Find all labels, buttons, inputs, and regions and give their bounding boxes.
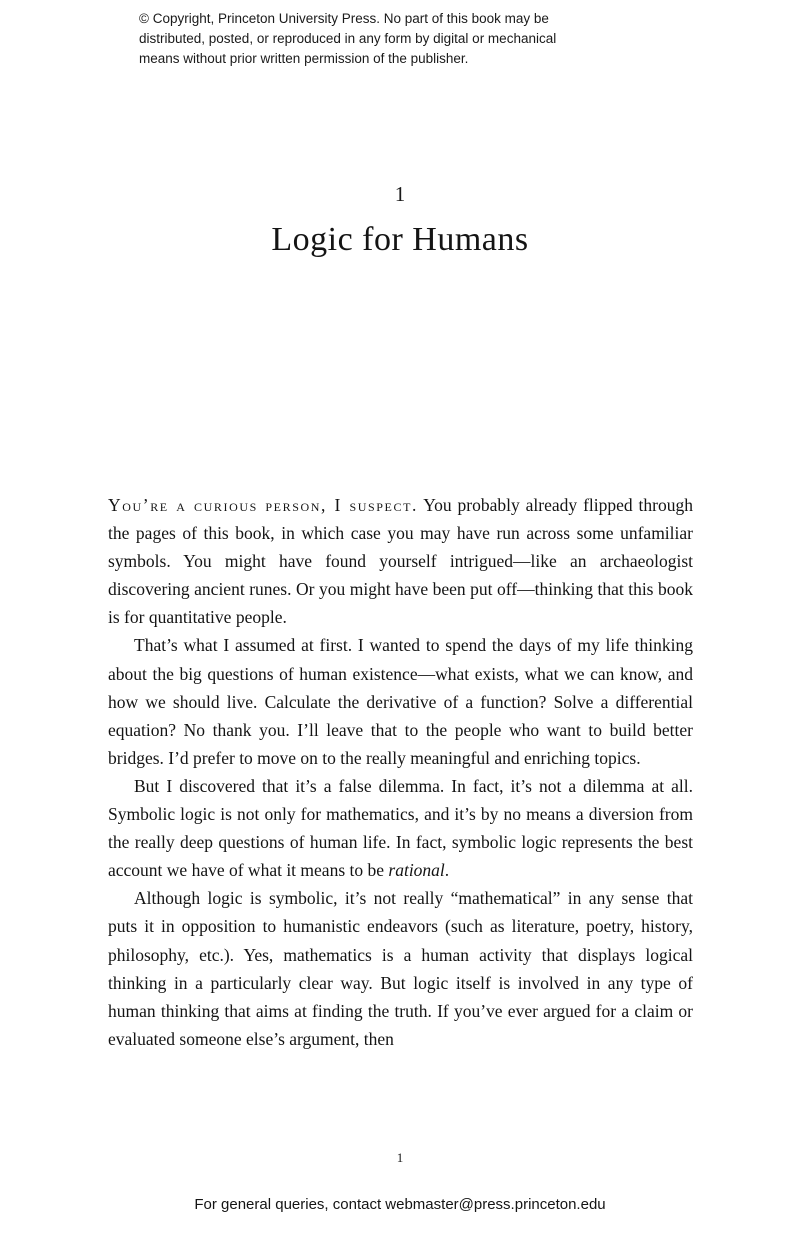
paragraph-text: You probably already flipped through the pages of this book, in which case you may have run across some unfamiliar symbols. You might have found yourself intrigued—like an archaeologist discovering ancient runes. Or you might have been put off—thinking that this book is for quantitative people.	[108, 495, 693, 628]
copyright-line: means without prior written permission of the publisher.	[139, 51, 469, 66]
page-number: 1	[396, 1150, 404, 1165]
paragraph	[108, 884, 693, 1053]
footer-query-text: For general queries, contact webmaster@press.princeton.edu	[194, 1196, 606, 1213]
copyright-line: © Copyright, Princeton University Press. No part of this book may be	[139, 11, 549, 26]
body-paragraphs	[108, 491, 693, 1053]
paragraph	[108, 772, 693, 884]
paragraph-text: But I discovered that it’s a false dilemma. In fact, it’s not a dilemma at all. Symbolic logic is not only for mathematics, and it’s by no means a diversion from the really deep questions of human life. In fact, symbolic logic represents the best account we have of what it means to be	[108, 775, 693, 881]
italic-text: rational	[388, 860, 445, 881]
paragraph	[108, 491, 693, 631]
chapter-number: 1	[394, 182, 406, 206]
smallcaps-lead-in: You’re a curious person, I suspect.	[108, 495, 418, 515]
paragraph-text: .	[444, 860, 450, 881]
paragraph-text: That’s what I assumed at first. I wanted to spend the days of my life thinking about the big questions of human existence—what exists, what we can know, and how we should live. Calculate the derivative of a function? Solve a differential equation? No thank you. I’ll leave that to the people who want to build better bridges. I’d prefer to move on to the really meaningful and enriching topics.	[108, 635, 693, 768]
copyright-line: distributed, posted, or reproduced in any form by digital or mechanical	[139, 31, 557, 46]
paragraph-text: Although logic is symbolic, it’s not really “mathematical” in any sense that puts it in opposition to humanistic endeavors (such as literature, poetry, history, philosophy, etc.). Yes, mathematics is a human activity that displays logical thinking in a particularly clear way. But logic itself is involved in any type of human thinking that aims at finding the truth. If you’ve ever argued for a claim or evaluated someone else’s argument, then	[108, 888, 693, 1049]
chapter-title: Logic for Humans	[271, 221, 529, 258]
paragraph	[108, 631, 693, 771]
copyright-notice	[139, 9, 679, 69]
